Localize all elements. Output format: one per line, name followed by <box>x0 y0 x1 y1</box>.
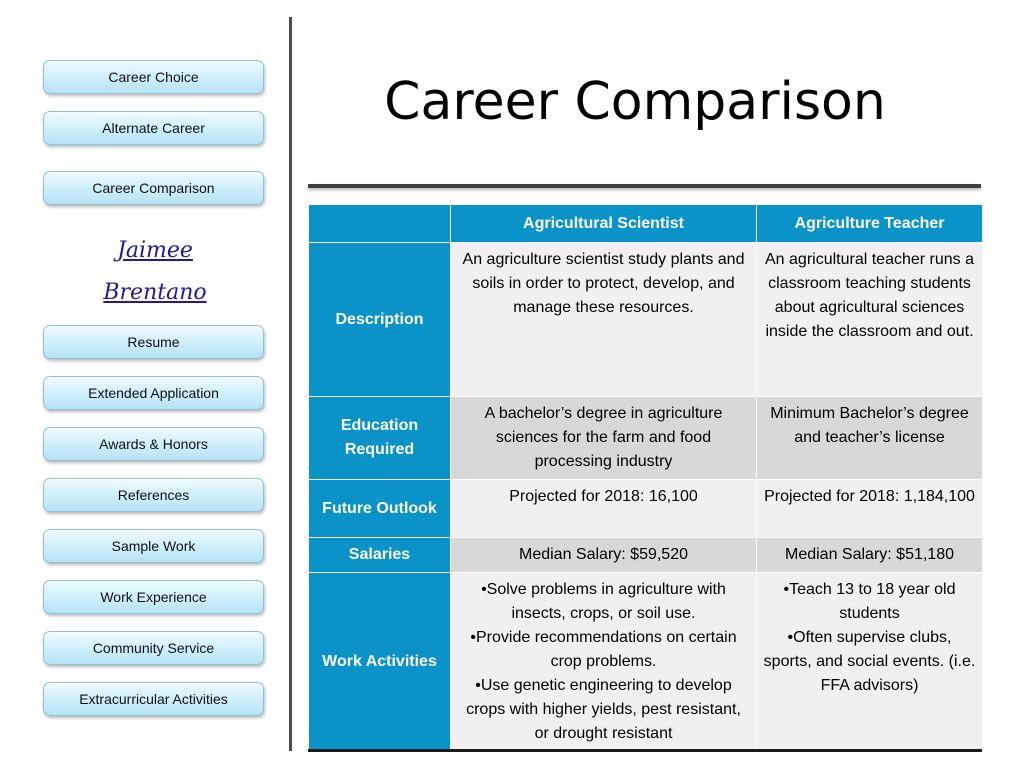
nav-community-service-button[interactable]: Community Service <box>43 631 264 665</box>
cell-scientist-education: A bachelor’s degree in agriculture sciences for the farm and food processing industry <box>451 397 757 480</box>
table-row-work-activities <box>309 573 983 752</box>
table-bottom-rule <box>308 749 982 752</box>
header-corner-cell <box>309 205 451 243</box>
author-first-name: Jaimee <box>117 238 193 263</box>
list-item: •Provide recommendations on certain crop problems. <box>470 629 737 670</box>
table-header-row <box>309 205 983 243</box>
nav-career-choice-button[interactable]: Career Choice <box>43 60 264 94</box>
row-label-work-activities: Work Activities <box>309 573 451 752</box>
cell-teacher-description: An agricultural teacher runs a classroom teaching students about agricultural sciences inside the classroom and out. <box>757 243 983 397</box>
list-item: •Solve problems in agriculture with insects, crops, or soil use. <box>481 581 726 622</box>
row-label-description: Description <box>309 243 451 397</box>
table-row-future-outlook <box>309 480 983 538</box>
header-agriculture-teacher: Agriculture Teacher <box>757 205 983 243</box>
nav-extended-application-button[interactable]: Extended Application <box>43 376 264 410</box>
list-item: •Often supervise clubs, sports, and social events. (i.e. FFA advisors) <box>763 629 976 694</box>
row-label-salaries: Salaries <box>309 538 451 573</box>
nav-references-button[interactable]: References <box>43 478 264 512</box>
table-row-salaries <box>309 538 983 573</box>
row-label-future-outlook: Future Outlook <box>309 480 451 538</box>
career-comparison-table <box>308 204 983 752</box>
cell-scientist-outlook: Projected for 2018: 16,100 <box>451 480 757 538</box>
title-underline-rule <box>308 184 981 188</box>
nav-sample-work-button[interactable]: Sample Work <box>43 529 264 563</box>
page-title: Career Comparison <box>384 72 886 132</box>
vertical-divider <box>289 17 292 751</box>
cell-scientist-activities <box>451 573 757 752</box>
cell-teacher-salary: Median Salary: $51,180 <box>757 538 983 573</box>
cell-teacher-activities <box>757 573 983 752</box>
nav-career-comparison-button[interactable]: Career Comparison <box>43 171 264 205</box>
header-agricultural-scientist: Agricultural Scientist <box>451 205 757 243</box>
cell-scientist-salary: Median Salary: $59,520 <box>451 538 757 573</box>
list-item: •Teach 13 to 18 year old students <box>783 581 956 622</box>
cell-teacher-education: Minimum Bachelor’s degree and teacher’s license <box>757 397 983 480</box>
table-row-education <box>309 397 983 480</box>
author-last-name: Brentano <box>103 280 207 305</box>
nav-work-experience-button[interactable]: Work Experience <box>43 580 264 614</box>
nav-resume-button[interactable]: Resume <box>43 325 264 359</box>
nav-alternate-career-button[interactable]: Alternate Career <box>43 111 264 145</box>
row-label-education: Education Required <box>309 397 451 480</box>
nav-awards-honors-button[interactable]: Awards & Honors <box>43 427 264 461</box>
nav-extracurricular-activities-button[interactable]: Extracurricular Activities <box>43 682 264 716</box>
table-row-description <box>309 243 983 397</box>
cell-teacher-outlook: Projected for 2018: 1,184,100 <box>757 480 983 538</box>
list-item: •Use genetic engineering to develop crops with higher yields, pest resistant, or drought resistant <box>466 677 741 742</box>
cell-scientist-description: An agriculture scientist study plants and soils in order to protect, develop, and manage these resources. <box>451 243 757 397</box>
author-name-link[interactable] <box>60 230 250 314</box>
